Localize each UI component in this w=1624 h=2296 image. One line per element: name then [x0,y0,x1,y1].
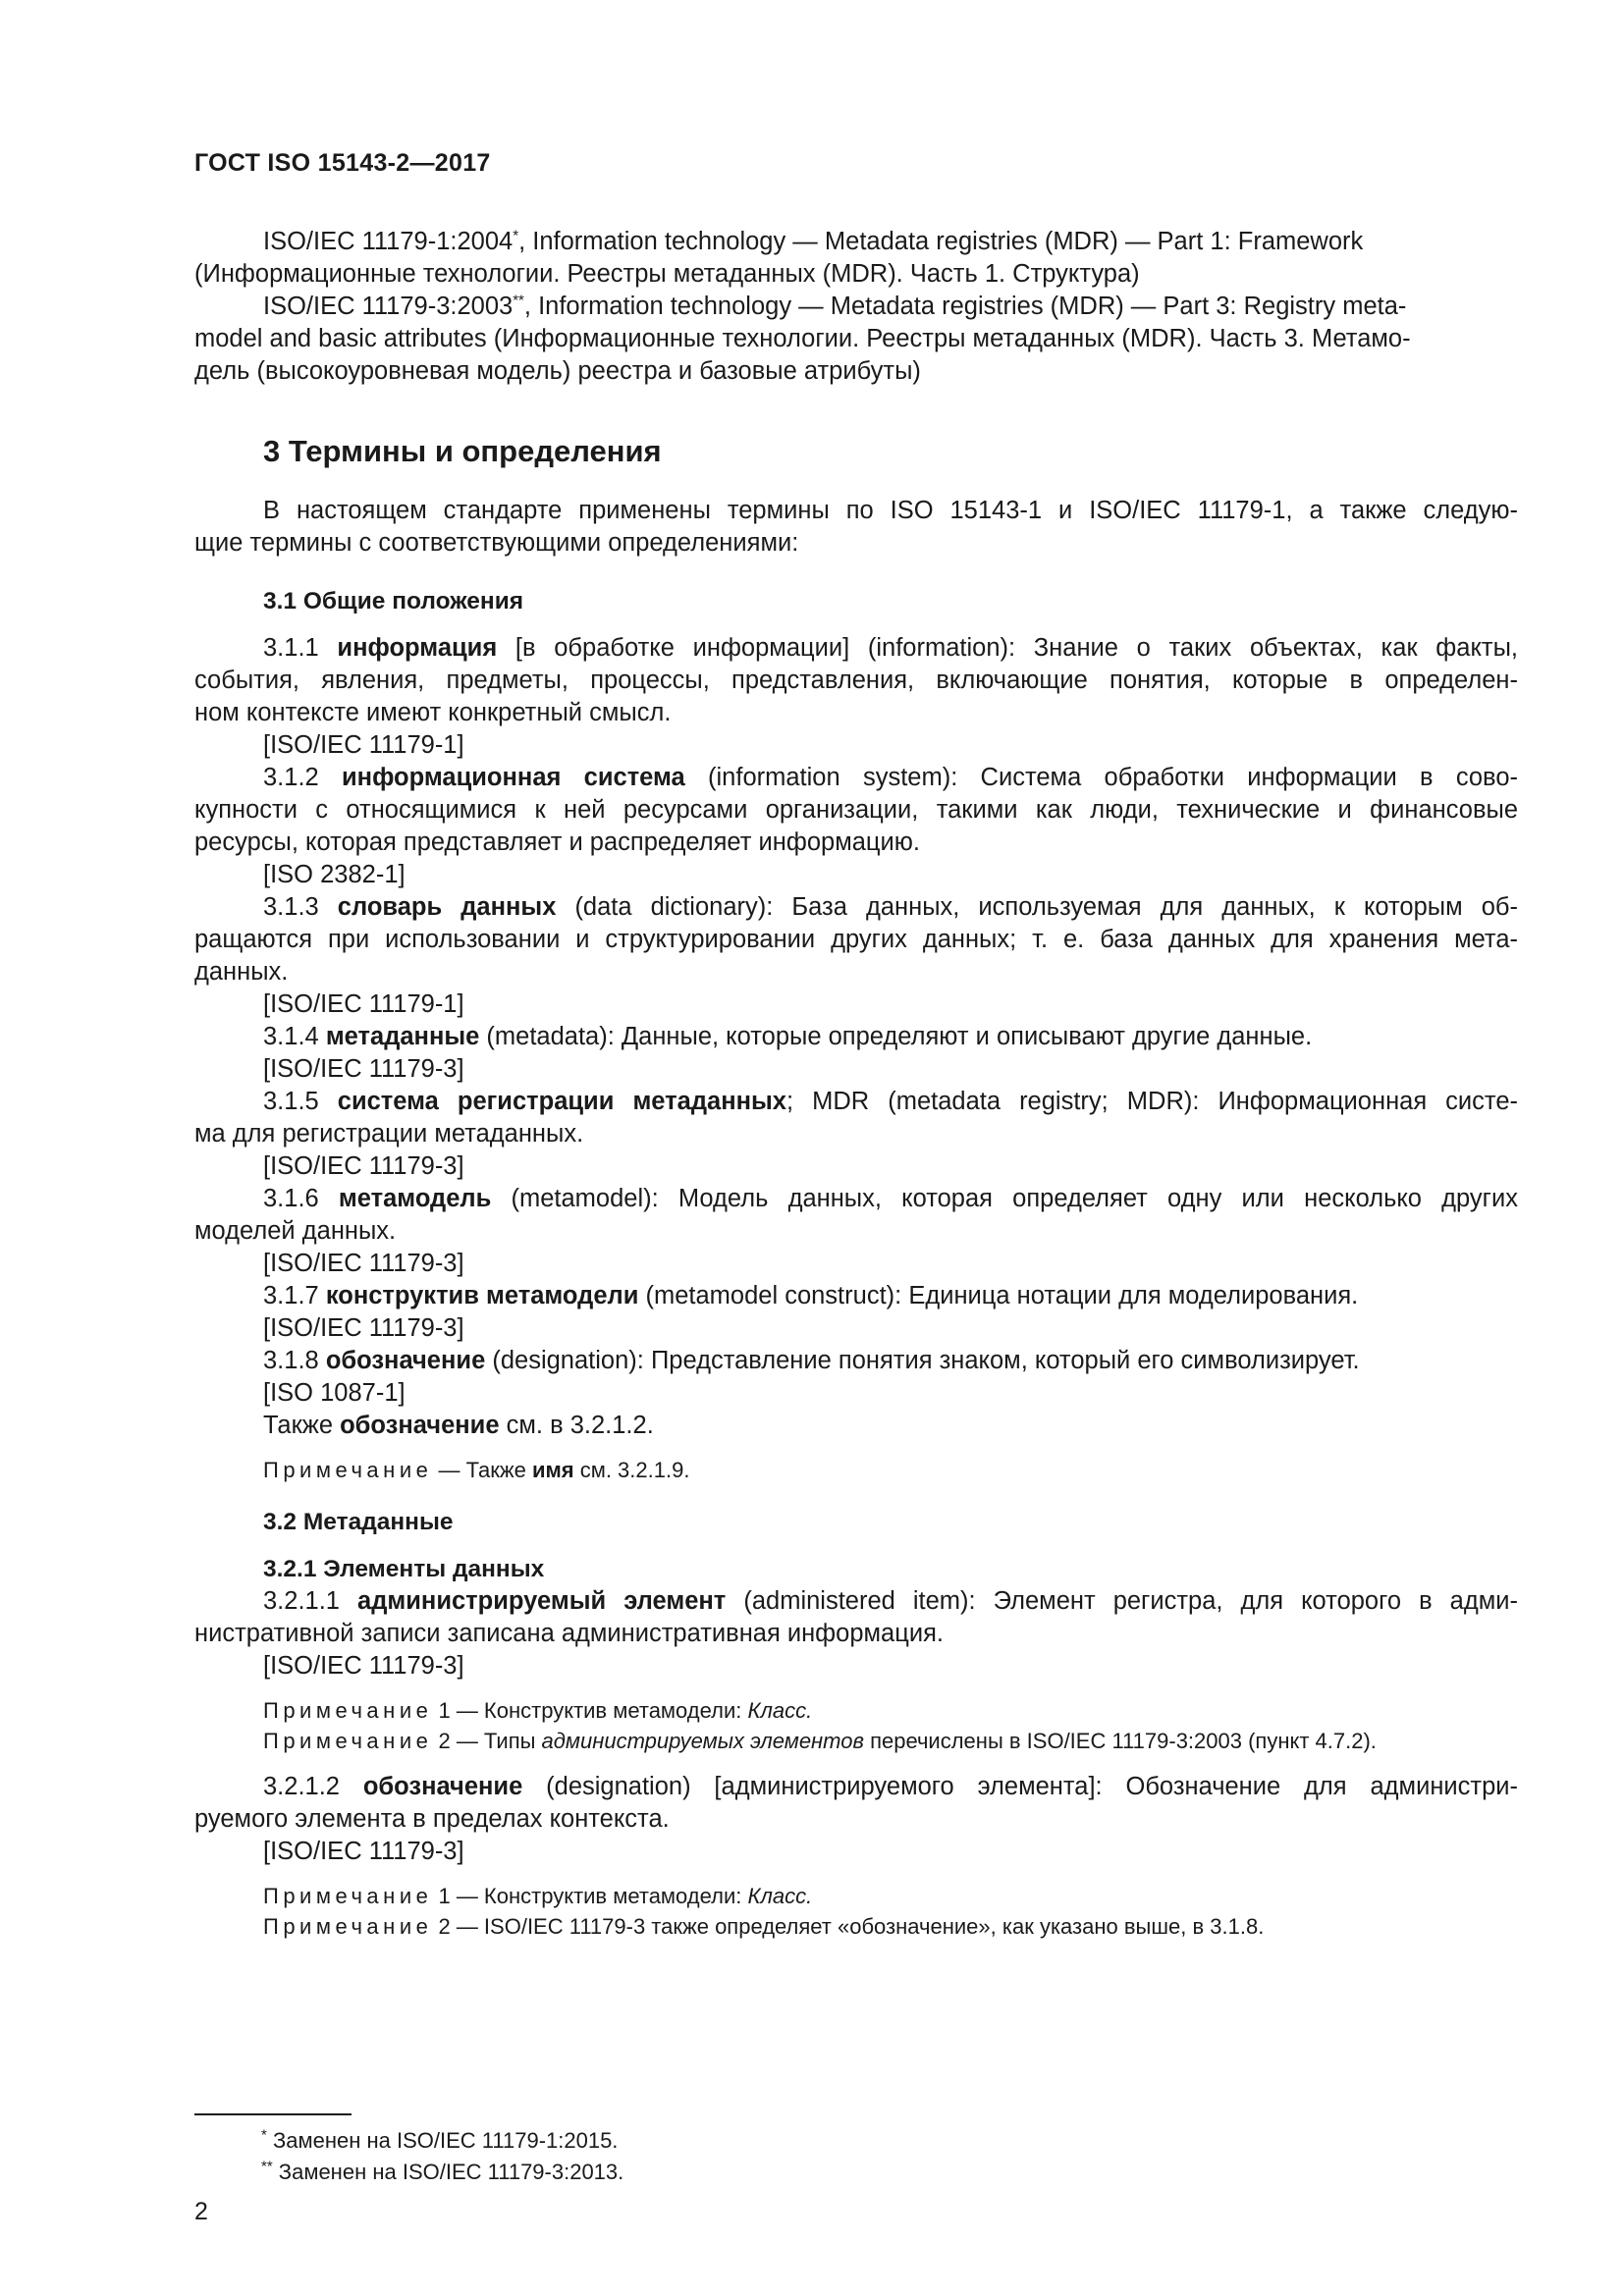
term-3-2-1-1: 3.2.1.1 администрируемый элемент (administered item): Элемент регистра, для которого в адми- [263,1587,1518,1615]
document-header: ГОСТ ISO 15143-2—2017 [194,149,491,177]
footnote-1: * Заменен на ISO/IEC 11179-1:2015. [261,2126,619,2153]
term-3-1-7: 3.1.7 конструктив метамодели (metamodel construct): Единица нотации для моделирования. [263,1282,1359,1309]
reference-2: ISO/IEC 11179-3:2003**, Information technology — Metadata registries (MDR) — Part 3: Registry meta- model and basic attributes (Информационные технологии. Реестры метаданных (MDR). Часть 3. Метамо- дель (высокоуровневая модель) реестра и базовые атрибуты) [194,292,1411,385]
note: Примечание 1 — Конструктив метамодели: Класс. [263,1884,813,1908]
terms-block-2: 3.2.1.1 администрируемый элемент (administered item): Элемент регистра, для которого в адми- нистративной записи записана административная информация. [ISO/IEC 11179-3] Примечание 1 — Конструктив метамодели: Класс. Примечание 2 — Типы администрируемых элементов перечислены в ISO/IEC 11179-3:2003 (пункт 4.7.2). 3.2.1.2 обозначение (designation) [администрируемого элемента]: Обозначение для администри- руемого элемента в пределах контекста. [ISO/IEC 11179-3] Примечание 1 — Конструктив метамодели: Класс. Примечание 2 — ISO/IEC 11179-3 также определяет «обозначение», как указано выше, в 3.1.8. [194,1585,1518,1942]
terms-block: 3.1.1 информация [в обработке информации] (information): Знание о таких объектах, как факты, события, явления, предметы, процессы, представления, включающие понятия, которые в определен- ном контексте имеют конкретный смысл. [ISO/IEC 11179-1] 3.1.2 информационная система (information system): Система обработки информации в сово- купности с относящимися к ней ресурсами организации, такими как люди, технические и финансовые ресурсы, которая представляет и распределяет информацию. [ISO 2382-1] 3.1.3 словарь данных (data dictionary): База данных, используемая для данных, к которым об- ращаются при использовании и структурировании других данных; т. е. база данных для хранения мета- данных. [ISO/IEC 11179-1] 3.1.4 метаданные (metadata): Данные, которые определяют и описывают другие данные. [ISO/IEC 11179-3] 3.1.5 система регистрации метаданных; MDR (metadata registry; MDR): Информационная систе- ма для регистрации метаданных. [ISO/IEC 11179-3] 3.1.6 метамодель (metamodel): Модель данных, которая определяет одну или несколько других моделей данных. [ISO/IEC 11179-3] 3.1.7 конструктив метамодели (metamodel construct): Единица нотации для моделирования. [ISO/IEC 11179-3] 3.1.8 обозначение (designation): Представление понятия знаком, который его символизирует. [ISO 1087-1] Также обозначение см. в 3.2.1.2. Примечание — Также имя см. 3.2.1.9. [194,632,1518,1485]
subsection-title: 3.1 Общие положения [263,588,524,614]
section-intro: В настоящем стандарте применены термины по ISO 15143-1 и ISO/IEC 11179-1, а также следую- щие термины с соответствующими определениями: [194,497,1518,557]
term-source: [ISO/IEC 11179-1] [263,731,464,759]
term-3-1-6: 3.1.6 метамодель (metamodel): Модель данных, которая определяет одну или несколько других [263,1185,1518,1212]
term-source: [ISO/IEC 11179-3] [263,1152,464,1180]
footnote-mark: * [513,227,519,244]
page-number: 2 [194,2198,208,2225]
term-source: [ISO/IEC 11179-3] [263,1250,464,1277]
footnote-divider [194,2113,352,2115]
term-3-1-3: 3.1.3 словарь данных (data dictionary): База данных, используемая для данных, к которым об- [263,893,1518,921]
term-see-also: Также обозначение см. в 3.2.1.2. [263,1412,654,1439]
term-source: [ISO/IEC 11179-1] [263,990,464,1018]
note: Примечание — Также имя см. 3.2.1.9. [263,1458,690,1482]
term-3-2-1-2: 3.2.1.2 обозначение (designation) [администрируемого элемента]: Обозначение для администри- [263,1773,1518,1800]
term-source: [ISO 1087-1] [263,1379,406,1407]
reference-1: ISO/IEC 11179-1:2004*, Information technology — Metadata registries (MDR) — Part 1: Framework (Информационные технологии. Реестры метаданных (MDR). Часть 1. Структура) [194,227,1364,288]
term-3-1-8: 3.1.8 обозначение (designation): Представление понятия знаком, который его символизирует. [263,1347,1360,1374]
subsection-title: 3.2 Метаданные [263,1509,454,1535]
term-source: [ISO/IEC 11179-3] [263,1055,464,1083]
footnote-mark: ** [513,292,524,309]
term-source: [ISO/IEC 11179-3] [263,1652,464,1680]
term-3-1-5: 3.1.5 система регистрации метаданных; MDR (metadata registry; MDR): Информационная систе- [263,1088,1518,1115]
term-3-1-4: 3.1.4 метаданные (metadata): Данные, которые определяют и описывают другие данные. [263,1023,1313,1050]
note: Примечание 1 — Конструктив метамодели: Класс. [263,1698,813,1723]
note: Примечание 2 — Типы администрируемых элементов перечислены в ISO/IEC 11179-3:2003 (пункт 4.7.2). [263,1729,1377,1753]
note: Примечание 2 — ISO/IEC 11179-3 также определяет «обозначение», как указано выше, в 3.1.8. [263,1914,1265,1939]
section-title: 3 Термины и определения [263,434,662,468]
term-3-1-2: 3.1.2 информационная система (information system): Система обработки информации в сово- [263,764,1518,791]
term-source: [ISO/IEC 11179-3] [263,1314,464,1342]
footnote-2: ** Заменен на ISO/IEC 11179-3:2013. [261,2158,624,2184]
term-3-1-1: 3.1.1 информация [в обработке информации] (information): Знание о таких объектах, как факты, [263,634,1518,662]
subsection-title: 3.2.1 Элементы данных [263,1556,545,1582]
term-source: [ISO 2382-1] [263,861,406,888]
term-source: [ISO/IEC 11179-3] [263,1838,464,1865]
